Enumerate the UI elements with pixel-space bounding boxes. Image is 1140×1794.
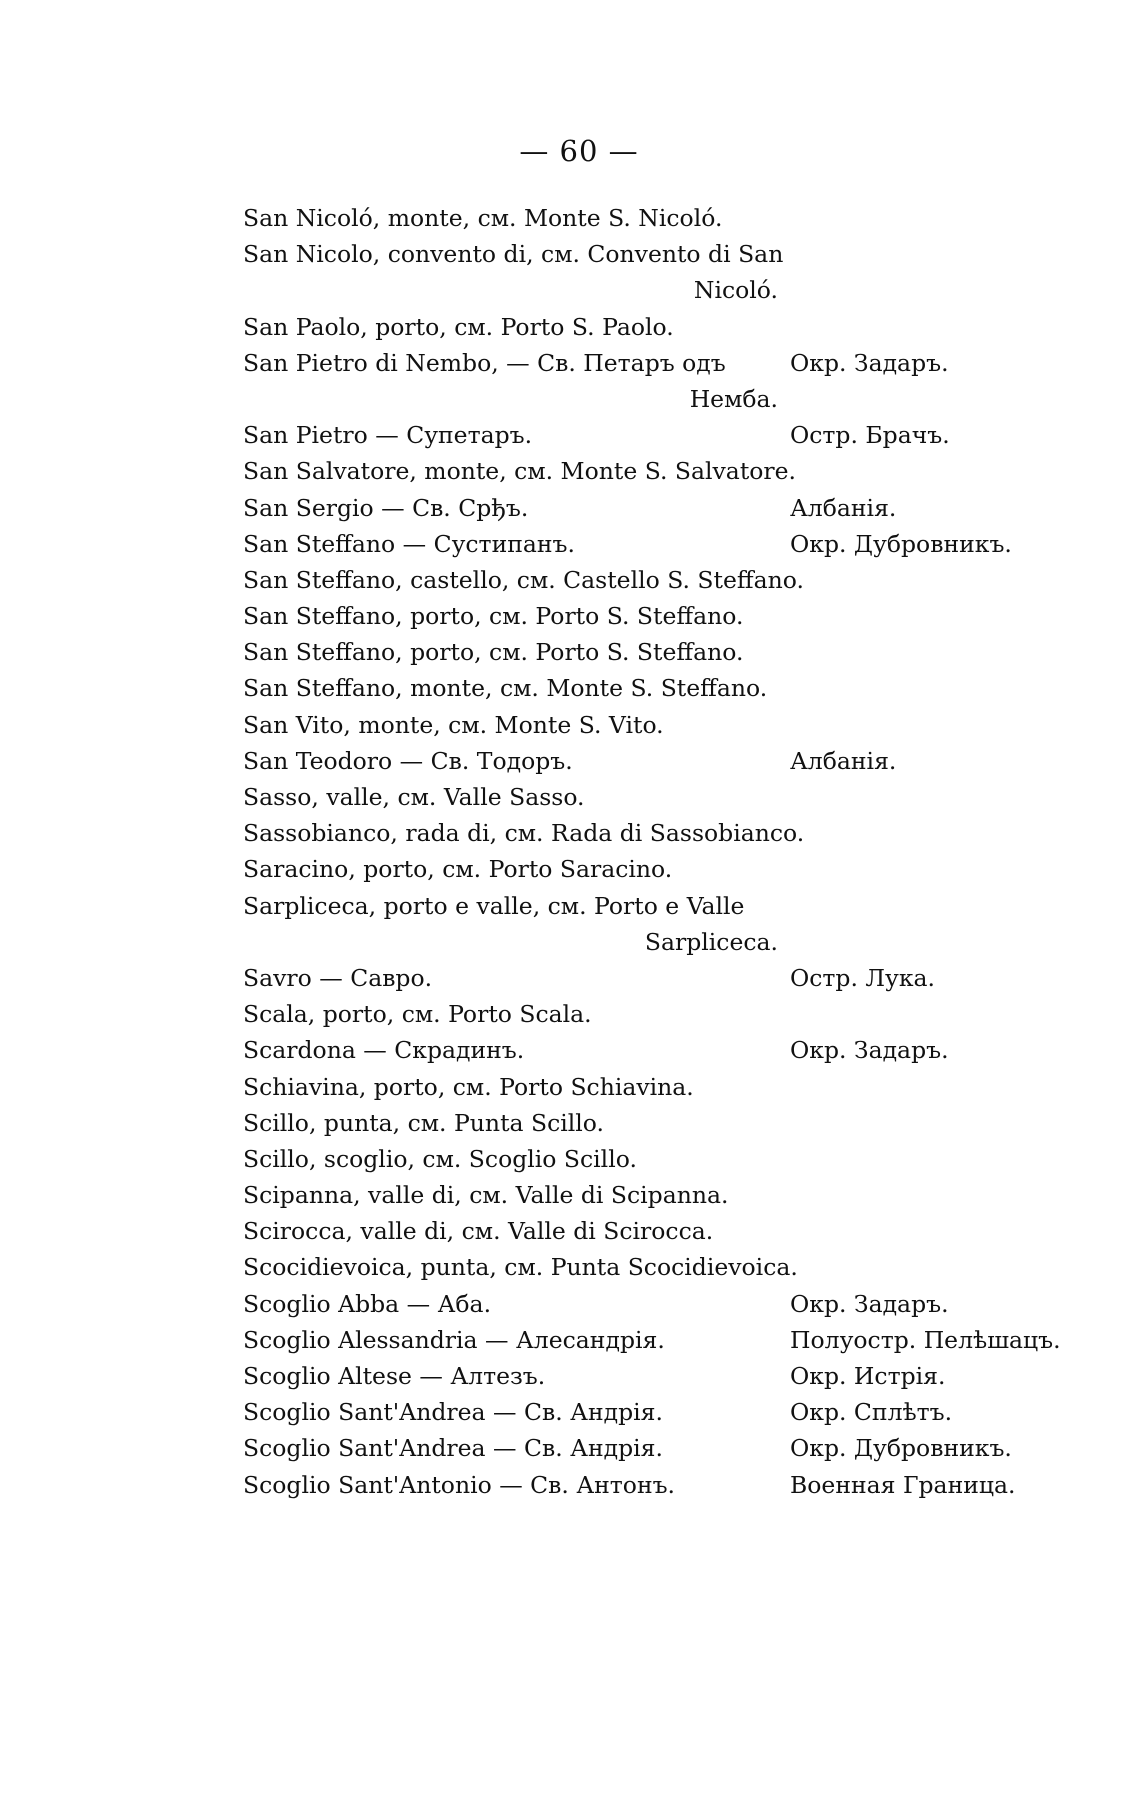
- entry-row: [243, 236, 1063, 272]
- entry-region: Албанія.: [790, 493, 897, 522]
- entry-text: San Steffano, porto, см. Porto S. Steffano.: [243, 602, 744, 631]
- entry-text: San Sergio — Св. Срђъ.: [243, 493, 529, 522]
- entry-row: [243, 272, 1063, 308]
- entry-row: [243, 562, 1063, 598]
- entry-text: Schiavina, porto, см. Porto Schiavina.: [243, 1072, 694, 1101]
- entry-region: Остр. Брачъ.: [790, 421, 950, 450]
- entry-row: [243, 1286, 1063, 1322]
- entry-region: Остр. Лука.: [790, 963, 936, 992]
- entry-continuation: Немба.: [689, 384, 778, 413]
- entry-text: San Paolo, porto, см. Porto S. Paolo.: [243, 312, 674, 341]
- entry-text: San Steffano, porto, см. Porto S. Steffano.: [243, 638, 744, 667]
- entry-row: [243, 1141, 1063, 1177]
- entry-region: Окр. Дубровникъ.: [790, 529, 1012, 558]
- entry-row: [243, 200, 1063, 236]
- entry-text: Scirocca, valle di, см. Valle di Scirocca.: [243, 1217, 714, 1246]
- entry-text: Scoglio Altese — Алтезъ.: [243, 1362, 546, 1390]
- entry-continuation: Nicoló.: [693, 276, 778, 305]
- entry-row: [243, 1249, 1063, 1285]
- entry-text: Scala, porto, см. Porto Scala.: [243, 1000, 592, 1029]
- entry-row: [243, 707, 1063, 743]
- entry-row: [243, 1105, 1063, 1141]
- entry-row: [243, 345, 1063, 381]
- entry-region: Окр. Задаръ.: [790, 1036, 949, 1065]
- entry-row: [243, 815, 1063, 851]
- entry-region: Военная Граница.: [790, 1470, 1016, 1499]
- entry-region: Окр. Дубровникъ.: [790, 1434, 1012, 1463]
- entry-row: [243, 1394, 1063, 1430]
- entry-row: [243, 490, 1063, 526]
- entry-text: Scoglio Abba — Аба.: [243, 1289, 492, 1318]
- entry-row: [243, 1467, 1063, 1503]
- entry-text: San Steffano, monte, см. Monte S. Steffano.: [243, 674, 768, 703]
- entry-row: [243, 1177, 1063, 1213]
- entry-text: Scocidievoica, punta, см. Punta Scocidievoica.: [243, 1253, 798, 1282]
- entry-row: [243, 1430, 1063, 1466]
- entry-row: [243, 381, 1063, 417]
- page-number: — 60 —: [519, 134, 639, 168]
- entry-row: [243, 996, 1063, 1032]
- entry-row: [243, 1358, 1063, 1394]
- entry-row: [243, 309, 1063, 345]
- entry-region: Окр. Истрія.: [790, 1362, 946, 1390]
- entry-row: [243, 960, 1063, 996]
- entry-text: Scardona — Скрадинъ.: [243, 1036, 525, 1065]
- entry-row: [243, 924, 1063, 960]
- entry-text: San Teodoro — Св. Тодоръ.: [243, 746, 573, 775]
- entry-region: Албанія.: [790, 746, 897, 775]
- entry-row: [243, 1032, 1063, 1068]
- entry-text: San Nicolo, convento di, см. Convento di San: [243, 240, 784, 269]
- entry-text: Scipanna, valle di, см. Valle di Scipanna.: [243, 1181, 729, 1210]
- entry-text: San Pietro di Nembo, — Св. Петаръ одъ: [243, 348, 726, 377]
- entry-row: [243, 453, 1063, 489]
- entry-row: [243, 779, 1063, 815]
- entry-row: [243, 417, 1063, 453]
- entry-row: [243, 1322, 1063, 1358]
- entry-row: [243, 888, 1063, 924]
- entry-text: San Pietro — Супетаръ.: [243, 421, 533, 450]
- entry-row: [243, 634, 1063, 670]
- entry-text: Scillo, punta, см. Punta Scillo.: [243, 1108, 605, 1137]
- entry-text: Saracino, porto, см. Porto Saracino.: [243, 855, 673, 884]
- entry-text: Savro — Савро.: [243, 963, 433, 992]
- entry-region: Окр. Задаръ.: [790, 348, 949, 377]
- entry-row: [243, 851, 1063, 887]
- gazetteer-entries: [243, 200, 1063, 1503]
- entry-text: Sassobianco, rada di, см. Rada di Sassobianco.: [243, 819, 805, 848]
- entry-region: Полуостр. Пелѣшацъ.: [790, 1325, 1061, 1354]
- entry-text: Sarpliceca, porto e valle, см. Porto e Valle: [243, 891, 745, 920]
- entry-row: [243, 1069, 1063, 1105]
- entry-row: [243, 1213, 1063, 1249]
- entry-text: Scoglio Sant'Antonio — Св. Антонъ.: [243, 1470, 676, 1499]
- entry-text: San Nicoló, monte, см. Monte S. Nicoló.: [243, 204, 723, 232]
- entry-text: Scoglio Sant'Andrea — Св. Андрія.: [243, 1434, 663, 1463]
- entry-region: Окр. Сплѣтъ.: [790, 1398, 953, 1427]
- entry-continuation: Sarpliceca.: [644, 927, 778, 956]
- entry-text: Scoglio Alessandria — Алесандрія.: [243, 1325, 665, 1354]
- entry-text: Scillo, scoglio, см. Scoglio Scillo.: [243, 1144, 637, 1173]
- entry-region: Окр. Задаръ.: [790, 1289, 949, 1318]
- entry-text: San Salvatore, monte, см. Monte S. Salvatore.: [243, 457, 797, 486]
- entry-row: [243, 670, 1063, 706]
- entry-row: [243, 743, 1063, 779]
- entry-text: Sasso, valle, см. Valle Sasso.: [243, 783, 585, 811]
- entry-row: [243, 526, 1063, 562]
- entry-text: San Steffano, castello, см. Castello S. Steffano.: [243, 565, 804, 594]
- entry-text: San Steffano — Сустипанъ.: [243, 529, 575, 558]
- entry-text: San Vito, monte, см. Monte S. Vito.: [243, 710, 664, 739]
- entry-row: [243, 598, 1063, 634]
- entry-text: Scoglio Sant'Andrea — Св. Андрія.: [243, 1398, 663, 1427]
